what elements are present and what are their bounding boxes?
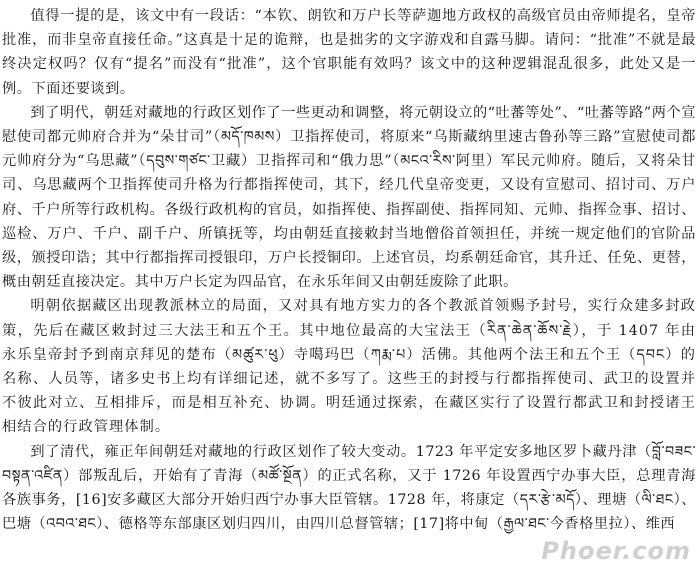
paragraph-3: 明朝依据藏区出现教派林立的局面，又对具有地方实力的各个教派首领赐予封号，实行众建多封政策，先后在藏区敕封过三大法王和五个王。其中地位最高的大宝法王（རིན་ཆེན་ཆོས་རྗེ），于 1407 年由永乐皇帝封予到南京拜见的楚布（མཚུར་ཕུ）寺噶玛巴（ཀརྨ་པ）活佛。其他两个法王和五个王（དབང）的名称、人员等，诸多史书上均有详细记述，就不多写了。这些王的封授与行都指挥使司、武卫的设置并不彼此对立、互相排斥，而是相互补充、协调。明廷通过探索，在藏区实行了设置行都武卫和封授诸王相结合的行政管理体制。 — [2, 298, 696, 436]
paragraph-2: 到了明代，朝廷对藏地的行政区划作了一些更动和调整，将元朝设立的“吐蕃等处”、“吐蕃等路”两个宣慰使司都元帅府合并为“朵甘司”（མདོ་ཁམས）卫指挥使司，将原来“乌斯藏纳里速古鲁孙等三路”宣慰使司都元帅府分为“乌思藏”（དབུས་གཙང་卫藏）卫指挥司和“俄力思”（མངའ་རིས་阿里）军民元帅府。随后，又将朵甘司、乌思藏两个卫指挥使司升格为行都指挥使司，其下，经几代皇帝变更，又设有宣慰司、招讨司、万户府、千户所等行政机构。各级行政机构的官员，如指挥使、指挥副使、指挥同知、元帅、指挥佥事、招讨、巡检、万户、千户、副千户、所镇抚等，均由朝廷直接敕封当地僧俗首领担任，并统一规定他们的官阶品级，颁授印诰；其中行都指挥司授银印，万户长授铜印。上述官员，均系朝廷命官，其升迁、任免、更替，概由朝廷直接决定。其中万户长定为四品官，在永乐年间又由朝廷废除了此职。 — [2, 104, 696, 291]
paragraph-1: 值得一提的是，该文中有一段话：“本钦、朗钦和万户长等萨迦地方政权的高级官员由帝师提名，皇帝批准，而非皇帝直接任命。”这真是十足的诡辩，也是拙劣的文字游戏和自露马脚。请问：“批准”不就是最终决定权吗？仅有“提名”而没有“批准”，这个官职能有效吗？该文中的这种逻辑混乱很多，此处又是一例。下面还要谈到。 — [2, 8, 696, 97]
watermark-logo: Phoer.com — [541, 537, 691, 565]
paragraph-4: 到了清代，雍正年间朝廷对藏地的行政区划作了较大变动。1723 年平定安多地区罗卜藏丹津（བློ་བཟང་བསྟན་འཛིན）部叛乱后，开始有了青海（མཚོ་སྔོན）的正式名称，又于 1726 年设置西宁办事大臣，总理青海各族事务，[16]安多藏区大部分开始归西宁办事大臣管辖。1728 年，将康定（དར་རྩེ་མདོ）、理塘（ལི་ཐང）、巴塘（འབའ་ཐང）、德格等东部康区划归四川，由四川总督管辖；[17]将中甸（རྒྱལ་ཐང་今香格里拉）、维西 — [2, 443, 696, 533]
document-body — [2, 4, 696, 536]
